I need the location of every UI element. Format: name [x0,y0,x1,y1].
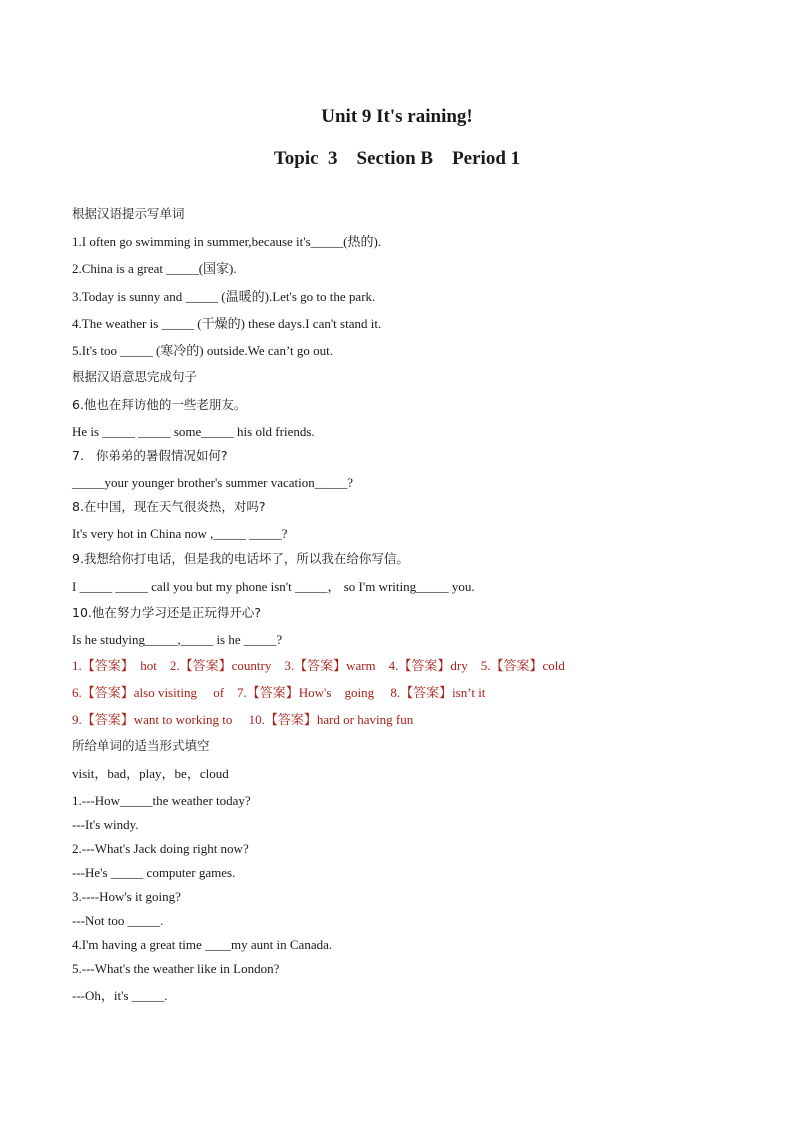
section3-item-5-reply: ---Oh，it's _____. [72,988,168,1003]
section1-heading: 根据汉语提示写单词 [72,206,185,221]
section2-item-10-en: Is he studying_____,_____ is he _____? [72,632,283,647]
section2-item-8-cn: 8.在中国，现在天气很炎热，对吗? [72,499,266,514]
page-subtitle: Topic 3 Section B Period 1 [273,148,521,169]
section3-item-5: 5.---What's the weather like in London? [72,961,280,976]
section3-word-bank: visit，bad，play，be，cloud [72,766,229,781]
section3-item-2-reply: ---He's _____ computer games. [72,865,236,880]
answer-line-2: 6.【答案】also visiting of 7.【答案】How's going 8.【答案】isn’t it [72,685,486,700]
section3-heading: 所给单词的适当形式填空 [72,738,210,753]
answer-line-3: 9.【答案】want to working to 10.【答案】hard or having fun [72,712,414,727]
section2-item-8-en: It's very hot in China now ,_____ _____? [72,526,288,541]
section1-item-4: 4.The weather is _____ (干燥的) these days.I can't stand it. [72,316,382,331]
section3-item-1: 1.---How_____the weather today? [72,793,251,808]
section2-item-9-cn: 9.我想给你打电话，但是我的电话坏了，所以我在给你写信。 [72,551,409,566]
section2-item-6-en: He is _____ _____ some_____ his old friends. [72,424,315,439]
section3-item-3-reply: ---Not too _____. [72,913,164,928]
section3-item-2: 2.---What's Jack doing right now? [72,841,249,856]
section2-item-6-cn: 6.他也在拜访他的一些老朋友。 [72,397,247,412]
section2-item-9-en: I _____ _____ call you but my phone isn't _____， so I'm writing_____ you. [72,579,475,594]
section3-item-3: 3.----How's it going? [72,889,181,904]
section2-item-7-en: _____your younger brother's summer vacation_____? [72,475,354,490]
section1-item-2: 2.China is a great _____(国家). [72,261,237,276]
section1-item-3: 3.Today is sunny and _____ (温暖的).Let's go to the park. [72,289,376,304]
section2-item-10-cn: 10.他在努力学习还是正玩得开心? [72,605,262,620]
section3-item-1-reply: ---It's windy. [72,817,139,832]
section1-item-1: 1.I often go swimming in summer,because it's_____(热的). [72,234,382,249]
section2-heading: 根据汉语意思完成句子 [72,369,198,384]
answer-line-1: 1.【答案】 hot 2.【答案】country 3.【答案】warm 4.【答案】dry 5.【答案】cold [72,658,565,673]
section1-item-5: 5.It's too _____ (寒冷的) outside.We can’t go out. [72,343,334,358]
section2-item-7-cn: 7. 你弟弟的暑假情况如何? [72,448,228,463]
page-title: Unit 9 It's raining! [321,106,473,127]
section3-item-4: 4.I'm having a great time ____my aunt in Canada. [72,937,333,952]
